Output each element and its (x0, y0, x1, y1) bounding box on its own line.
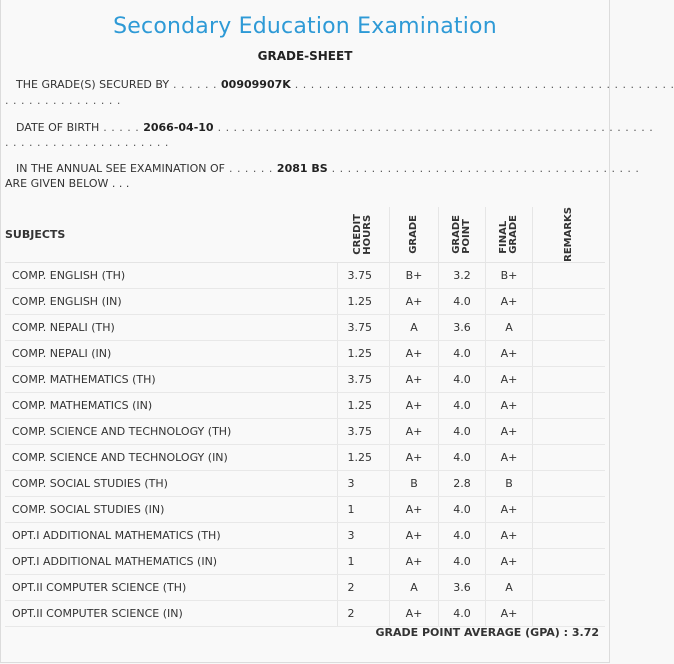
grade-cell: A+ (390, 366, 439, 392)
given-below-text: ARE GIVEN BELOW . . . (5, 177, 130, 190)
subject-cell: COMP. SOCIAL STUDIES (IN) (5, 496, 337, 522)
subject-cell: COMP. SCIENCE AND TECHNOLOGY (IN) (5, 444, 337, 470)
subject-cell: COMP. SCIENCE AND TECHNOLOGY (TH) (5, 418, 337, 444)
subject-cell: OPT.I ADDITIONAL MATHEMATICS (IN) (5, 548, 337, 574)
remarks-cell (533, 522, 606, 548)
grade-point-cell: 2.8 (439, 470, 486, 496)
grade-cell: A+ (390, 600, 439, 626)
final-grade-cell: A+ (486, 522, 533, 548)
symbol-number: 00909907K (221, 78, 291, 91)
credit-hours-cell: 3.75 (337, 262, 390, 288)
grade-point-cell: 3.6 (439, 574, 486, 600)
grade-point-cell: 4.0 (439, 288, 486, 314)
grade-point-cell: 4.0 (439, 340, 486, 366)
final-grade-cell: A+ (486, 548, 533, 574)
remarks-cell (533, 366, 606, 392)
grade-point-header: GRADE POINT (439, 207, 486, 262)
remarks-cell (533, 340, 606, 366)
grade-point-cell: 4.0 (439, 496, 486, 522)
final-grade-cell: A+ (486, 288, 533, 314)
grade-cell: A (390, 314, 439, 340)
grade-cell: A+ (390, 496, 439, 522)
subject-cell: COMP. NEPALI (TH) (5, 314, 337, 340)
subject-cell: COMP. MATHEMATICS (IN) (5, 392, 337, 418)
table-row (5, 314, 605, 340)
subjects-header: SUBJECTS (5, 207, 337, 262)
subject-cell: COMP. MATHEMATICS (TH) (5, 366, 337, 392)
credit-hours-cell: 3.75 (337, 418, 390, 444)
subject-cell: COMP. NEPALI (IN) (5, 340, 337, 366)
table-row (5, 574, 605, 600)
dob-value: 2066-04-10 (143, 121, 214, 134)
credit-hours-cell: 3 (337, 470, 390, 496)
final-grade-cell: A+ (486, 392, 533, 418)
credit-hours-cell: 2 (337, 600, 390, 626)
table-row (5, 444, 605, 470)
credit-hours-cell: 1.25 (337, 392, 390, 418)
final-grade-cell: B (486, 470, 533, 496)
table-row (5, 600, 605, 626)
grade-point-cell: 4.0 (439, 444, 486, 470)
table-row (5, 522, 605, 548)
credit-hours-cell: 1.25 (337, 444, 390, 470)
grade-point-cell: 3.2 (439, 262, 486, 288)
final-grade-cell: A+ (486, 418, 533, 444)
grade-cell: A+ (390, 392, 439, 418)
credit-hours-cell: 1 (337, 548, 390, 574)
final-grade-cell: A (486, 574, 533, 600)
subject-cell: COMP. SOCIAL STUDIES (TH) (5, 470, 337, 496)
grade-point-cell: 4.0 (439, 600, 486, 626)
page-title: Secondary Education Examination (113, 14, 497, 39)
secured-by-line: THE GRADE(S) SECURED BY . . . . . . 00909907K . . . . . . . . . . . . . . . . . . . . . . . . . . . . . . . . . . . . . . . . . . . . . . . . (16, 78, 674, 91)
grade-cell: A+ (390, 548, 439, 574)
grade-point-cell: 4.0 (439, 418, 486, 444)
dotted-continuation: . . . . . . . . . . . . . . . . . . . . . (5, 136, 169, 149)
subject-cell: OPT.II COMPUTER SCIENCE (TH) (5, 574, 337, 600)
remarks-cell (533, 496, 606, 522)
table-row (5, 548, 605, 574)
grade-point-cell: 3.6 (439, 314, 486, 340)
remarks-cell (533, 444, 606, 470)
remarks-cell (533, 418, 606, 444)
exam-year: 2081 BS (276, 162, 328, 175)
dob-label: DATE OF BIRTH (16, 121, 100, 134)
grade-point-cell: 4.0 (439, 522, 486, 548)
table-row (5, 496, 605, 522)
table-row (5, 470, 605, 496)
credit-hours-cell: 1.25 (337, 340, 390, 366)
credit-hours-cell: 3 (337, 522, 390, 548)
gpa-label: GRADE POINT AVERAGE (GPA) : (375, 626, 569, 639)
grade-point-cell: 4.0 (439, 366, 486, 392)
table-row (5, 262, 605, 288)
exam-line: IN THE ANNUAL SEE EXAMINATION OF . . . . . . 2081 BS . . . . . . . . . . . . . . . . . . . . . . . . . . . . . . . . . . . . . . . (16, 162, 640, 175)
remarks-cell (533, 262, 606, 288)
table-row (5, 392, 605, 418)
grade-cell: A+ (390, 418, 439, 444)
subject-cell: COMP. ENGLISH (IN) (5, 288, 337, 314)
subject-cell: COMP. ENGLISH (TH) (5, 262, 337, 288)
remarks-cell (533, 288, 606, 314)
grade-cell: B (390, 470, 439, 496)
table-row (5, 418, 605, 444)
remarks-cell (533, 600, 606, 626)
remarks-cell (533, 470, 606, 496)
credit-hours-cell: 1.25 (337, 288, 390, 314)
final-grade-cell: A+ (486, 340, 533, 366)
remarks-header: REMARKS (533, 207, 606, 262)
grade-header: GRADE (390, 207, 439, 262)
secured-by-label: THE GRADE(S) SECURED BY (16, 78, 170, 91)
final-grade-cell: A+ (486, 366, 533, 392)
final-grade-cell: A (486, 314, 533, 340)
table-row (5, 366, 605, 392)
remarks-cell (533, 548, 606, 574)
gpa-summary (375, 626, 599, 639)
remarks-cell (533, 574, 606, 600)
gpa-value: 3.72 (571, 626, 599, 639)
credit-hours-cell: 1 (337, 496, 390, 522)
table-row (5, 340, 605, 366)
credit-hours-cell: 3.75 (337, 314, 390, 340)
credit-hours-cell: 2 (337, 574, 390, 600)
grades-table (5, 207, 605, 627)
subject-cell: OPT.II COMPUTER SCIENCE (IN) (5, 600, 337, 626)
credit-hours-header: CREDIT HOURS (337, 207, 390, 262)
final-grade-cell: A+ (486, 496, 533, 522)
grade-point-cell: 4.0 (439, 548, 486, 574)
credit-hours-cell: 3.75 (337, 366, 390, 392)
subject-cell: OPT.I ADDITIONAL MATHEMATICS (TH) (5, 522, 337, 548)
grade-cell: A (390, 574, 439, 600)
final-grade-cell: B+ (486, 262, 533, 288)
dotted-continuation: . . . . . . . . . . . . . . . (5, 94, 121, 107)
exam-label: IN THE ANNUAL SEE EXAMINATION OF (16, 162, 225, 175)
final-grade-header: FINAL GRADE (486, 207, 533, 262)
dob-line: DATE OF BIRTH . . . . . 2066-04-10 . . . . . . . . . . . . . . . . . . . . . . . . . . . . . . . . . . . . . . . . . . . . . . . . . . . . . . . (16, 121, 654, 134)
final-grade-cell: A+ (486, 444, 533, 470)
remarks-cell (533, 392, 606, 418)
grade-point-cell: 4.0 (439, 392, 486, 418)
grade-cell: B+ (390, 262, 439, 288)
remarks-cell (533, 314, 606, 340)
final-grade-cell: A+ (486, 600, 533, 626)
grade-cell: A+ (390, 522, 439, 548)
grade-sheet-heading: GRADE-SHEET (257, 49, 353, 63)
table-header-row (5, 207, 605, 262)
grade-cell: A+ (390, 288, 439, 314)
grade-cell: A+ (390, 444, 439, 470)
table-row (5, 288, 605, 314)
grade-cell: A+ (390, 340, 439, 366)
